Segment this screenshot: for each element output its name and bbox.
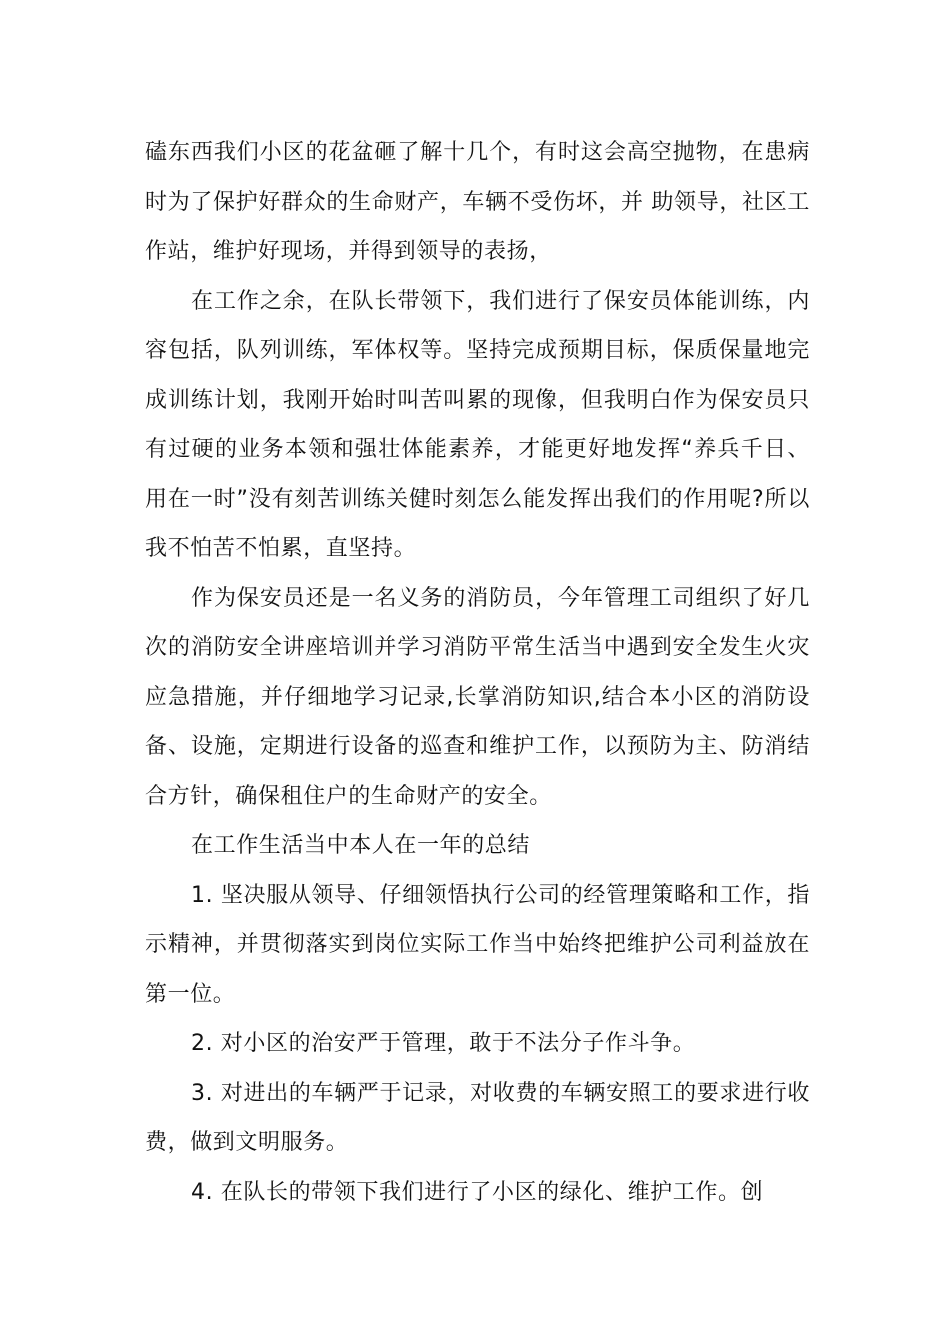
summary-item-3: 3. 对进出的车辆严于记录，对收费的车辆安照工的要求进行收费，做到文明服务。 (145, 1080, 810, 1155)
summary-item-2: 2. 对小区的治安严于管理，敢于不法分子作斗争。 (191, 1031, 696, 1056)
summary-item-1: 1. 坚决服从领导、仔细领悟执行公司的经管理策略和工作，指示精神，并贯彻落实到岗位实际工作当中始终把维护公司利益放在第一位。 (145, 882, 810, 1007)
summary-item-4: 4. 在队长的带领下我们进行了小区的绿化、维护工作。创 (191, 1179, 764, 1205)
paragraph-3: 作为保安员还是一名义务的消防员，今年管理工司组织了好几次的消防安全讲座培训并学习消防平常生活当中遇到安全发生火灾应急措施，并仔细地学习记录,长掌消防知识,结合本小区的消防设备、设施，定期进行设备的巡查和维护工作，以预防为主、防消结合方针，确保租住户的生命财产的安全。 (145, 585, 810, 809)
summary-heading: 在工作生活当中本人在一年的总结 (191, 833, 531, 858)
document-body (145, 128, 810, 1217)
paragraph-1: 磕东西我们小区的花盆砸了解十几个，有时这会高空抛物，在患病时为了保护好群众的生命财产，车辆不受伤坏，并 助领导，社区工作站，维护好现场，并得到领导的表扬， (145, 140, 810, 264)
paragraph-2: 在工作之余，在队长带领下，我们进行了保安员体能训练，内容包括，队列训练，军体权等。坚持完成预期目标，保质保量地完成训练计划，我刚开始时叫苦叫累的现像，但我明白作为保安员只有过硬的业务本领和强壮体能素养，才能更好地发挥“养兵千日、用在一时”没有刻苦训练关健时刻怎么能发挥出我们的作用呢?所以我不怕苦不怕累，直坚持。 (145, 288, 810, 561)
